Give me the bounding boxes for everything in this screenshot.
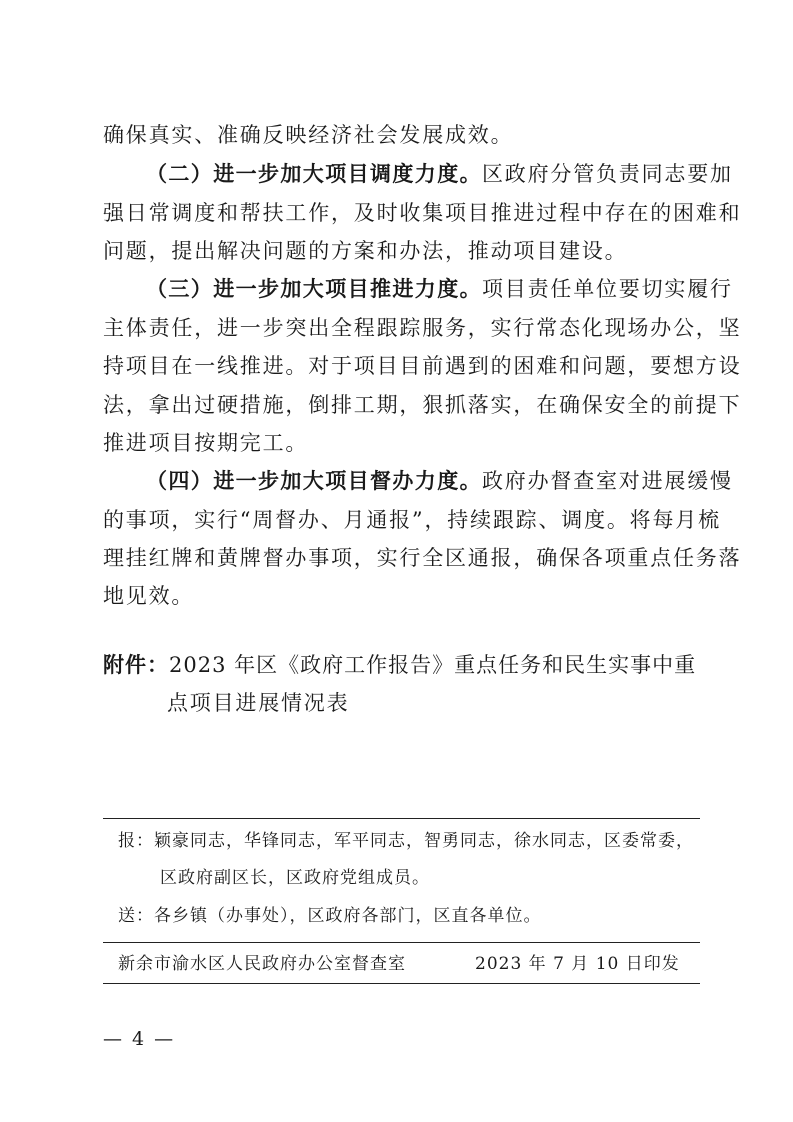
body-line: 推进项目按期完工。 [103,431,309,455]
body-line: 问题，提出解决问题的方案和办法，推动项目建设。 [103,239,628,263]
body-line: 持项目在一线推进。对于项目目前遇到的困难和问题，要想方设 [103,354,742,378]
body-line: 地见效。 [103,584,195,608]
attachment-label: 附件： [103,653,169,677]
middle-rule [103,942,700,943]
section3-heading: （三）进一步加大项目推进力度。 [146,277,482,301]
section2-text: 区政府分管负责同志要加 [482,162,733,186]
attachment-line1 [103,651,696,679]
section2-heading: （二）进一步加大项目调度力度。 [146,162,482,186]
section2-first-line [146,160,733,188]
body-line: 法，拿出过硬措施，倒排工期，狠抓落实，在确保安全的前提下 [103,393,742,417]
page-number: — 4 — [103,1028,176,1050]
body-line: 理挂红牌和黄牌督办事项，实行全区通报，确保各项重点任务落 [103,546,742,570]
section4-heading: （四）进一步加大项目督办力度。 [146,469,482,493]
top-rule [103,818,700,819]
body-line: 主体责任，进一步突出全程跟踪服务，实行常态化现场办公，坚 [103,316,742,340]
attachment-title: 2023 年区《政府工作报告》重点任务和民生实事中重 [169,653,697,677]
send-to-line: 送：各乡镇（办事处），区政府各部门，区直各单位。 [118,906,542,926]
section4-first-line [146,467,733,495]
body-line: 的事项，实行“周督办、月通报”，持续跟踪、调度。将每月梳 [103,508,721,532]
attachment-line2: 点项目进展情况表 [167,691,350,715]
issuer: 新余市渝水区人民政府办公室督查室 [118,954,406,974]
section3-text: 项目责任单位要切实履行 [482,277,733,301]
report-to-line2: 区政府副区长，区政府党组成员。 [160,868,430,888]
bottom-rule [103,983,700,984]
section4-text: 政府办督查室对进展缓慢 [482,469,733,493]
report-to-line: 报：颖豪同志，华锋同志，军平同志，智勇同志，徐水同志，区委常委， [118,831,694,851]
body-line: 强日常调度和帮扶工作，及时收集项目推进过程中存在的困难和 [103,201,742,225]
body-line: 确保真实、准确反映经济社会发展成效。 [103,123,514,147]
issue-date: 2023 年 7 月 10 日印发 [475,954,680,974]
section3-first-line [146,275,733,303]
